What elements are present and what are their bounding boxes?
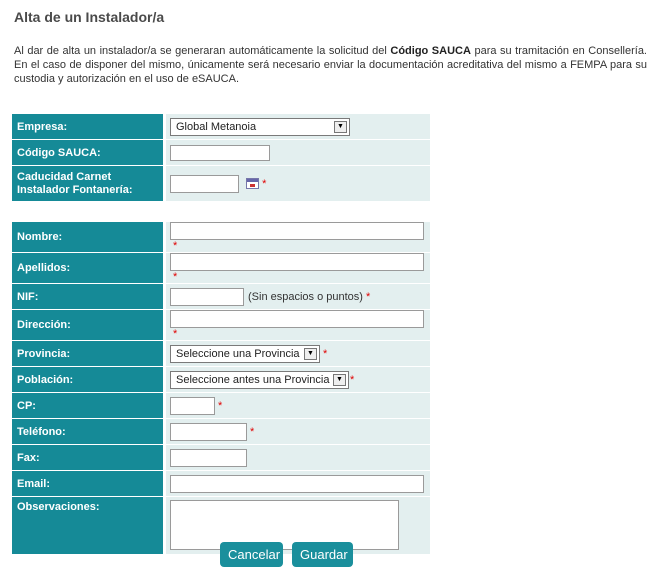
required-mark: * <box>218 399 223 412</box>
provincia-select-value: Seleccione una Provincia <box>176 347 300 360</box>
required-mark: * <box>350 373 355 386</box>
provincia-label: Provincia: <box>12 341 166 367</box>
poblacion-label: Población: <box>12 367 166 393</box>
calendar-icon[interactable] <box>246 178 259 189</box>
nif-input[interactable] <box>170 288 244 306</box>
save-button[interactable]: Guardar <box>292 542 353 567</box>
nif-hint: (Sin espacios o puntos) <box>248 290 363 303</box>
chevron-down-icon: ▼ <box>304 348 317 360</box>
cp-input[interactable] <box>170 397 215 415</box>
required-mark: * <box>323 347 328 360</box>
fax-label: Fax: <box>12 445 166 471</box>
required-mark: * <box>173 240 178 253</box>
caducidad-carnet-label <box>12 166 166 202</box>
required-mark: * <box>365 290 371 303</box>
apellidos-input[interactable] <box>170 253 424 271</box>
apellidos-label: Apellidos: <box>12 253 166 284</box>
provincia-select[interactable] <box>170 345 320 363</box>
telefono-label: Teléfono: <box>12 419 166 445</box>
company-form-table <box>12 114 430 202</box>
required-mark: * <box>173 328 178 341</box>
empresa-select[interactable] <box>170 118 350 136</box>
personal-form-table <box>12 222 430 555</box>
caducidad-label-line1: Caducidad Carnet <box>17 170 112 183</box>
email-input[interactable] <box>170 475 424 493</box>
telefono-input[interactable] <box>170 423 247 441</box>
cancel-button[interactable]: Cancelar <box>220 542 283 567</box>
intro-text-part: Al dar de alta un instalador/a se generaran automáticamente la solicitud del <box>14 45 391 57</box>
required-mark: * <box>262 177 267 190</box>
required-mark: * <box>173 271 178 284</box>
observaciones-label: Observaciones: <box>12 497 166 555</box>
page-title: Alta de un Instalador/a <box>14 9 165 25</box>
chevron-down-icon: ▼ <box>334 121 347 133</box>
chevron-down-icon: ▼ <box>333 374 346 386</box>
observaciones-textarea[interactable] <box>170 500 399 550</box>
codigo-sauca-label: Código SAUCA: <box>12 140 166 166</box>
fax-input[interactable] <box>170 449 247 467</box>
direccion-input[interactable] <box>170 310 424 328</box>
nif-label: NIF: <box>12 284 166 310</box>
email-label: Email: <box>12 471 166 497</box>
intro-text-part: para su tramitación en Consellería. En el caso de disponer del mismo, únicamente será necesario enviar la documentación acreditativa del mismo a FEMPA para su custodia y autorización en el uso de eSAUCA. <box>14 45 647 85</box>
poblacion-select[interactable] <box>170 371 349 389</box>
empresa-label: Empresa: <box>12 114 166 140</box>
nombre-input[interactable] <box>170 222 424 240</box>
caducidad-date-input[interactable] <box>170 175 239 193</box>
direccion-label: Dirección: <box>12 310 166 341</box>
intro-text <box>14 44 647 86</box>
required-mark: * <box>250 425 255 438</box>
codigo-sauca-input[interactable] <box>170 145 270 161</box>
nombre-label: Nombre: <box>12 222 166 253</box>
cp-label: CP: <box>12 393 166 419</box>
intro-bold-sauca: Código SAUCA <box>390 45 471 57</box>
caducidad-label-line2: Instalador Fontanería: <box>17 183 133 196</box>
poblacion-select-value: Seleccione antes una Provincia <box>176 373 330 386</box>
empresa-select-value: Global Metanoia <box>176 120 257 133</box>
